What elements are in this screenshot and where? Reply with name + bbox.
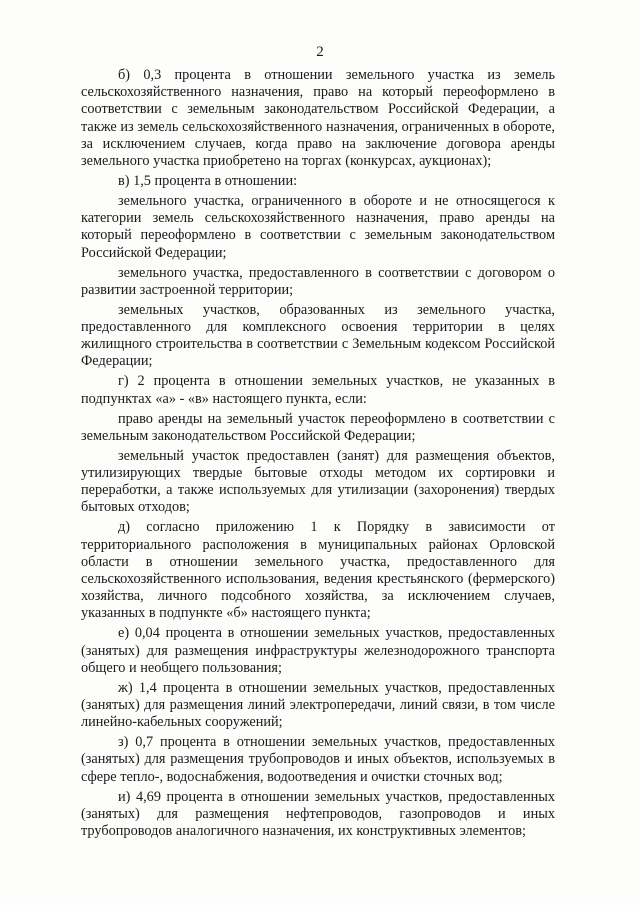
paragraph-d: д) согласно приложению 1 к Порядку в зависимости от территориального расположения в муниципальных районах Орловской области в отношении земельного участка, предоставленного для сельскохозяйственного использования, ведения крестьянского (фермерского) хозяйства, личного подсобного хозяйства, за исключением случаев, указанных в подпункте «б» настоящего пункта; [81, 519, 555, 622]
paragraph-b: б) 0,3 процента в отношении земельного участка из земель сельскохозяйственного назначения, право на который переоформлено в соответствии с земельным законодательством Российской Федерации, а также из земель сельскохозяйственного назначения, ограниченных в обороте, за исключением случаев, когда право на заключение договора аренды земельного участка приобретено на торгах (конкурсах, аукционах); [81, 67, 555, 170]
paragraph-i: и) 4,69 процента в отношении земельных участков, предоставленных (занятых) для размещения нефтепроводов, газопроводов и иных трубопроводов аналогичного назначения, их конструктивных элементов; [81, 788, 555, 840]
paragraph-v-item-2: земельного участка, предоставленного в соответствии с договором о развитии застроенной территории; [81, 264, 555, 298]
paragraph-g-item-2: земельный участок предоставлен (занят) для размещения объектов, утилизирующих твердые бытовые отходы методом их сортировки и переработки, а также используемых для утилизации (захоронения) твердых бытовых отходов; [81, 447, 555, 516]
paragraph-g: г) 2 процента в отношении земельных участков, не указанных в подпунктах «а» - «в» настоящего пункта, если: [81, 373, 555, 407]
paragraph-v: в) 1,5 процента в отношении: [118, 173, 298, 190]
paragraph-e: е) 0,04 процента в отношении земельных участков, предоставленных (занятых) для размещения инфраструктуры железнодорожного транспорта общего и необщего пользования; [81, 625, 555, 676]
paragraph-z: з) 0,7 процента в отношении земельных участков, предоставленных (занятых) для размещения трубопроводов и иных объектов, используемых в сфере тепло-, водоснабжения, водоотведения и очистки сточных вод; [81, 734, 555, 785]
paragraph-g-item-1: право аренды на земельный участок переоформлено в соответствии с земельным законодательством Российской Федерации; [81, 410, 555, 444]
paragraph-zh: ж) 1,4 процента в отношении земельных участков, предоставленных (занятых) для размещения линий электропередачи, линий связи, в том числе линейно-кабельных сооружений; [81, 679, 555, 731]
paragraph-v-item-1: земельного участка, ограниченного в обороте и не относящегося к категории земель сельскохозяйственного назначения, право аренды на который переоформлено в соответствии с земельным законодательством Российской Федерации; [81, 193, 555, 261]
document-body [81, 67, 555, 843]
page-number: 2 [316, 44, 324, 60]
paragraph-v-item-3: земельных участков, образованных из земельного участка, предоставленного для комплексного освоения территории в целях жилищного строительства в соответствии с Земельным кодексом Российской Федерации; [81, 301, 555, 370]
